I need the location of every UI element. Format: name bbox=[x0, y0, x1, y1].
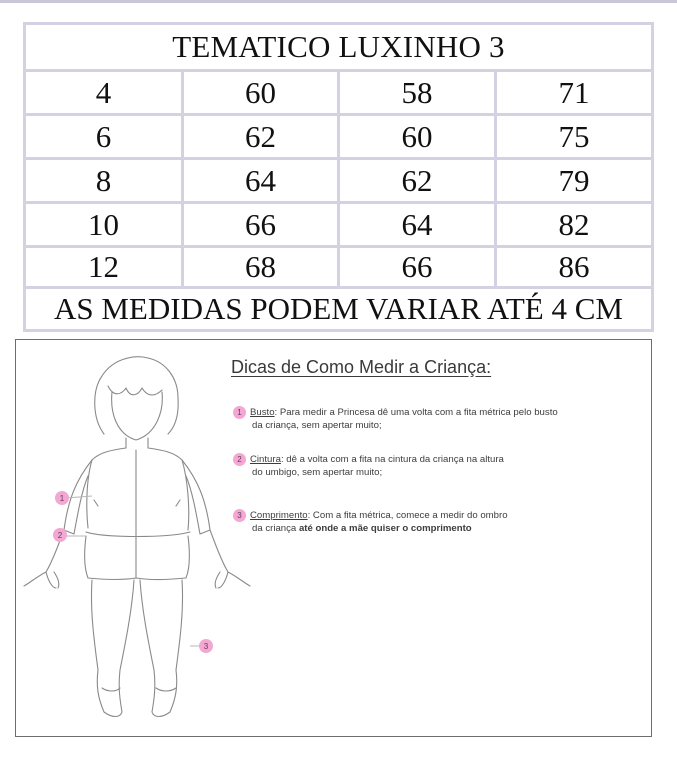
tip-keyword: Cintura bbox=[250, 454, 281, 466]
table-title: TEMATICO LUXINHO 3 bbox=[172, 29, 505, 64]
marker-label-3: 3 bbox=[203, 642, 209, 651]
tip-text-line2: da criança, sem apertar muito; bbox=[252, 419, 382, 431]
table-cell: 60 bbox=[401, 118, 433, 154]
table-cell: 6 bbox=[95, 118, 112, 154]
tip-length bbox=[233, 509, 643, 535]
tip-waist bbox=[233, 453, 643, 479]
table-cell: 64 bbox=[401, 206, 433, 242]
table-cell: 62 bbox=[401, 162, 433, 198]
top-divider bbox=[0, 0, 677, 3]
marker-label-1: 1 bbox=[59, 494, 65, 503]
table-cell: 60 bbox=[245, 74, 276, 110]
tip-number-badge: 3 bbox=[233, 509, 246, 522]
tip-text-line2: do umbigo, sem apertar muito; bbox=[252, 466, 383, 478]
tip-number-badge: 2 bbox=[233, 453, 246, 466]
table-cell: 4 bbox=[95, 74, 112, 110]
tip-keyword: Comprimento bbox=[250, 510, 308, 522]
measuring-guide bbox=[15, 339, 652, 737]
table-cell: 66 bbox=[245, 206, 276, 242]
table-cell: 75 bbox=[558, 118, 590, 154]
marker-label-2: 2 bbox=[57, 531, 63, 540]
tip-number-badge: 1 bbox=[233, 406, 246, 419]
table-cell: 71 bbox=[558, 74, 590, 110]
tip-bust bbox=[233, 406, 643, 432]
table-cell: 79 bbox=[558, 162, 590, 198]
tip-text-bold: até onde a mãe quiser o comprimento bbox=[298, 522, 472, 534]
table-cell: 66 bbox=[401, 249, 433, 284]
tip-keyword: Busto bbox=[250, 407, 275, 419]
table-cell: 82 bbox=[558, 206, 590, 242]
tip-text: : dê a volta com a fita na cintura da criança na altura bbox=[280, 454, 504, 466]
table-cell: 86 bbox=[558, 249, 590, 284]
table-cell: 62 bbox=[245, 118, 276, 154]
tip-text-plain: da criança bbox=[252, 522, 299, 534]
table-cell: 8 bbox=[95, 162, 112, 198]
table-cell: 12 bbox=[88, 249, 119, 284]
table-cell: 10 bbox=[88, 206, 119, 242]
child-figure-illustration bbox=[16, 340, 266, 736]
tip-text-line2 bbox=[233, 523, 643, 536]
table-footer-note: AS MEDIDAS PODEM VARIAR ATÉ 4 CM bbox=[53, 291, 623, 326]
table-cell: 58 bbox=[401, 74, 433, 110]
table-cell: 64 bbox=[245, 162, 276, 198]
size-table bbox=[23, 22, 654, 332]
guide-title: Dicas de Como Medir a Criança: bbox=[231, 357, 492, 377]
tip-text: : Para medir a Princesa dê uma volta com a fita métrica pelo busto bbox=[274, 407, 558, 419]
table-cell: 68 bbox=[245, 249, 276, 284]
tip-text: : Com a fita métrica, comece a medir do ombro bbox=[307, 510, 508, 522]
